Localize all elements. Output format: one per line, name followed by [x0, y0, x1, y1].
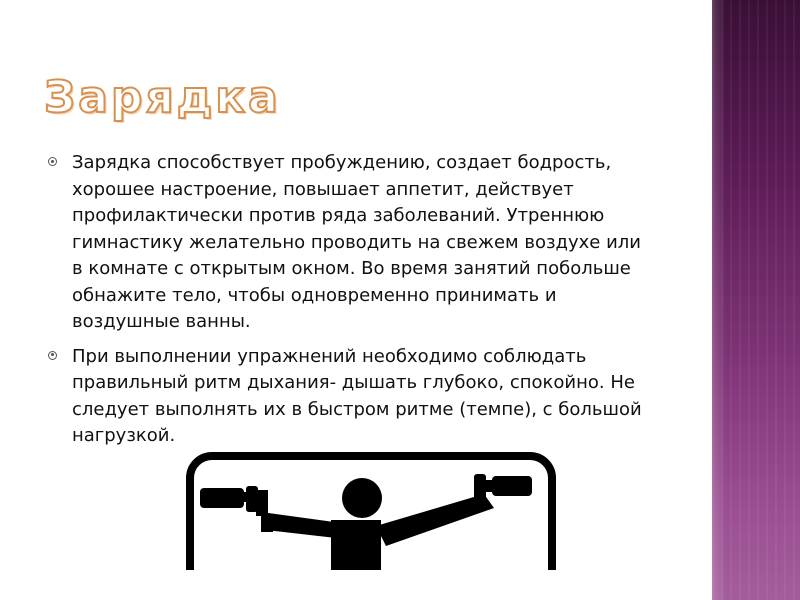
- bullet-circle-icon: [48, 351, 57, 360]
- slide-title: Зарядка: [44, 72, 281, 123]
- bullet-text: При выполнении упражнений необходимо соблюдать правильный ритм дыхания- дышать глубоко, спокойно. Не следует выполнять их в быстром ритме (темпе), с большой нагрузкой.: [72, 345, 642, 446]
- side-band-stripes: [712, 0, 800, 600]
- bullet-item: [44, 344, 654, 450]
- bullet-circle-icon: [48, 157, 57, 166]
- slide-body: [44, 150, 654, 458]
- dumbbell-exercise-pictogram-icon: [186, 450, 556, 570]
- bullet-item: [44, 150, 654, 336]
- decorative-side-band: [712, 0, 800, 600]
- bullet-text: Зарядка способствует пробуждению, создает бодрость, хорошее настроение, повышает аппетит, действует профилактически против ряда заболеваний. Утреннюю гимнастику желательно проводить на свежем воздухе или в комнате с открытым окном. Во время занятий побольше обнажите тело, чтобы одновременно принимать и воздушные ванны.: [72, 152, 641, 332]
